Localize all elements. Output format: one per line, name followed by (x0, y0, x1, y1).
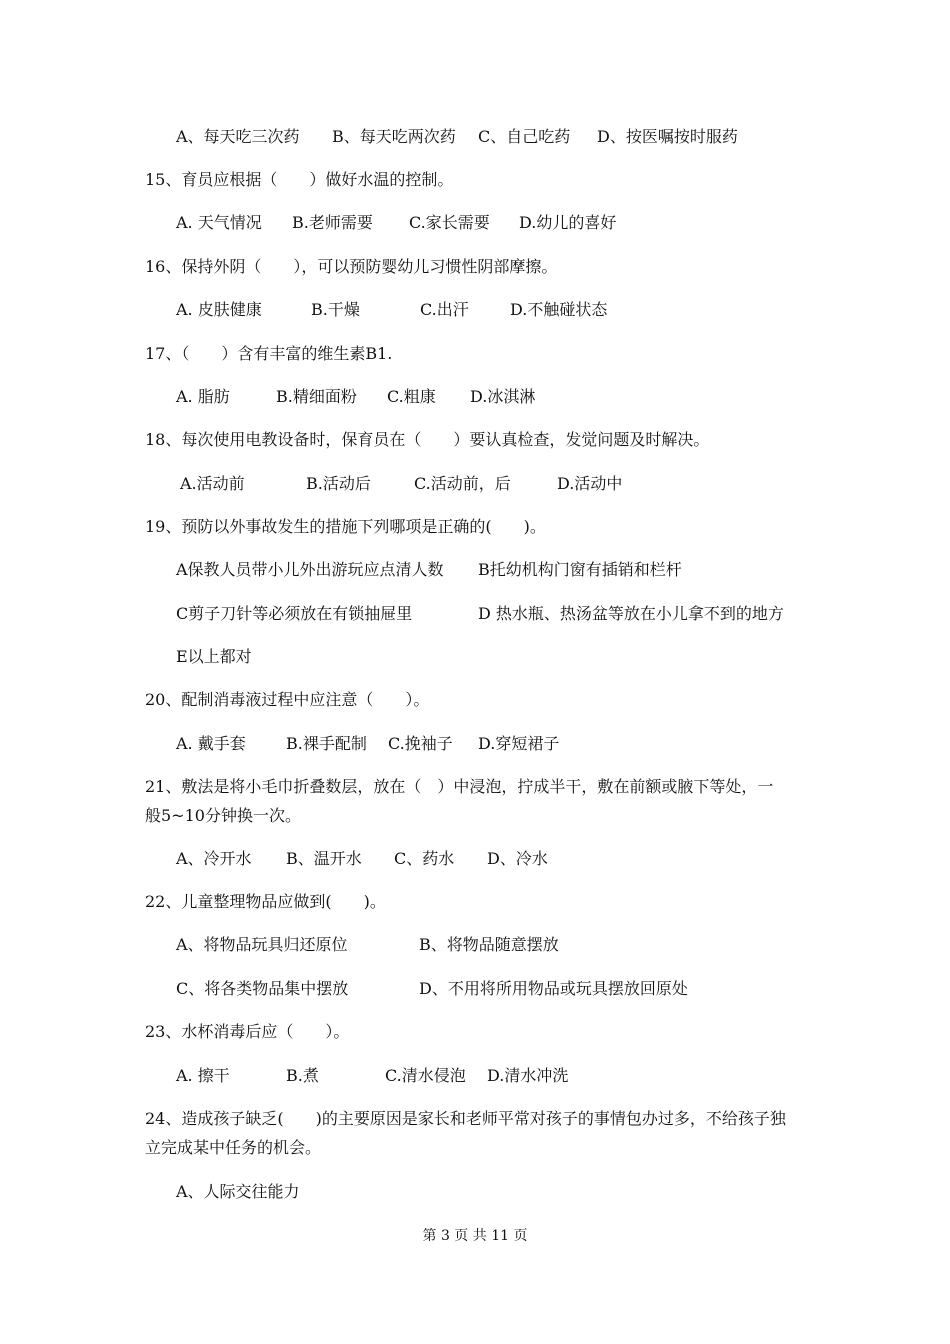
option-b: B.老师需要 (292, 213, 373, 232)
option-b: B.裸手配制 (286, 734, 367, 753)
option-d: D、不用将所用物品或玩具摆放回原处 (419, 979, 688, 998)
option-a: A、人际交往能力 (176, 1182, 300, 1201)
option-a: A. 天气情况 (176, 213, 262, 232)
option-a: A、将物品玩具归还原位 (176, 935, 348, 954)
option-b: B.煮 (286, 1066, 319, 1085)
option-b: B、每天吃两次药 (332, 127, 456, 146)
option-c: C.清水侵泡 (385, 1066, 466, 1085)
option-c: C.出汗 (420, 300, 469, 319)
option-b: B.干燥 (311, 300, 360, 319)
option-c: C.家长需要 (409, 213, 490, 232)
option-d: D.清水冲洗 (487, 1066, 569, 1085)
option-a: A. 擦干 (176, 1066, 230, 1085)
option-a: A. 脂肪 (176, 387, 230, 406)
option-a: A保教人员带小儿外出游玩应点清人数 (176, 560, 444, 579)
option-d: D.活动中 (557, 474, 623, 493)
option-c: C.活动前，后 (414, 474, 511, 493)
option-d: D.不触碰状态 (510, 300, 608, 319)
question-21-stem-line2: 般5~10分钟换一次。 (145, 806, 301, 825)
option-b: B.活动后 (306, 474, 371, 493)
question-21-stem-line1: 21、敷法是将小毛巾折叠数层，放在（ ）中浸泡，拧成半干，敷在前额或腋下等处，一 (145, 777, 774, 796)
question-15-stem: 15、育员应根据（ ）做好水温的控制。 (145, 170, 454, 189)
option-d: D、按医嘱按时服药 (597, 127, 738, 146)
option-a: A、每天吃三次药 (176, 127, 300, 146)
option-b: B、温开水 (286, 849, 362, 868)
question-20-stem: 20、配制消毒液过程中应注意（ ）。 (145, 690, 430, 709)
option-d: D、冷水 (487, 849, 548, 868)
question-22-stem: 22、儿童整理物品应做到( )。 (145, 892, 386, 911)
option-c: C.挽袖子 (388, 734, 453, 753)
option-a: A.活动前 (180, 474, 245, 493)
page-footer: 第 3 页 共 11 页 (422, 1228, 528, 1244)
option-a: A. 戴手套 (176, 734, 246, 753)
option-b: B托幼机构门窗有插销和栏杆 (478, 560, 682, 579)
option-c: C.粗康 (387, 387, 436, 406)
option-c: C、将各类物品集中摆放 (176, 979, 349, 998)
option-b: B.精细面粉 (276, 387, 357, 406)
option-c: C、药水 (394, 849, 455, 868)
option-b: B、将物品随意摆放 (419, 935, 559, 954)
option-a: A、冷开水 (176, 849, 252, 868)
question-16-stem: 16、保持外阴（ ），可以预防婴幼儿习惯性阴部摩擦。 (145, 257, 558, 276)
question-24-stem-line2: 立完成某中任务的机会。 (145, 1138, 322, 1157)
option-d: D.穿短裙子 (478, 734, 560, 753)
question-18-stem: 18、每次使用电教设备时，保育员在（ ）要认真检查，发觉问题及时解决。 (145, 430, 710, 449)
option-a: A. 皮肤健康 (176, 300, 262, 319)
question-24-stem-line1: 24、造成孩子缺乏( )的主要原因是家长和老师平常对孩子的事情包办过多，不给孩子独 (145, 1109, 786, 1128)
option-d: D 热水瓶、热汤盆等放在小儿拿不到的地方 (478, 604, 784, 623)
option-d: D.幼儿的喜好 (519, 213, 617, 232)
option-e: E以上都对 (176, 647, 252, 666)
option-c: C、自己吃药 (478, 127, 571, 146)
option-c: C剪子刀针等必须放在有锁抽屉里 (176, 604, 413, 623)
option-d: D.冰淇淋 (470, 387, 536, 406)
question-23-stem: 23、水杯消毒后应（ ）。 (145, 1022, 350, 1041)
question-19-stem: 19、预防以外事故发生的措施下列哪项是正确的( )。 (145, 517, 546, 536)
question-17-stem: 17、（ ）含有丰富的维生素B1. (145, 344, 393, 363)
